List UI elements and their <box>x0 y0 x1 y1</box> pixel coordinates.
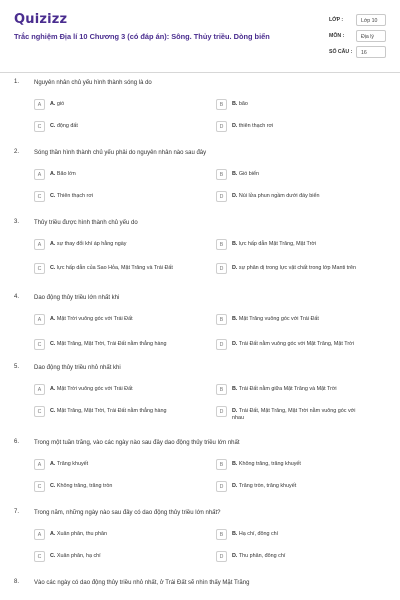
answer-option-d[interactable] <box>216 339 366 355</box>
answer-option-a[interactable] <box>34 459 184 475</box>
answer-option-d[interactable] <box>216 191 366 207</box>
question-number: 4. <box>14 294 20 300</box>
option-text: C. lực hấp dẫn của Sao Hỏa, Mặt Trăng và Trái Đất <box>50 265 173 271</box>
meta-count-value: 16 <box>356 46 386 58</box>
option-text: A. Bão lớn <box>50 171 76 177</box>
option-letter-box: B <box>216 529 227 540</box>
answer-option-b[interactable] <box>216 169 366 185</box>
answer-option-c[interactable] <box>34 481 184 497</box>
option-letter-box: C <box>34 263 45 274</box>
option-letter-box: B <box>216 99 227 110</box>
question-text: Sóng thần hình thành chủ yếu phải do nguyên nhân nào sau đây <box>34 150 207 156</box>
answer-option-c[interactable] <box>34 263 184 279</box>
question-text: Dao động thủy triều lớn nhất khi <box>34 295 120 301</box>
document-header <box>0 0 400 72</box>
option-letter-box: A <box>34 459 45 470</box>
answer-option-c[interactable] <box>34 191 184 207</box>
option-letter-box: C <box>34 481 45 492</box>
quiz-meta <box>326 14 386 62</box>
option-letter-box: C <box>34 121 45 132</box>
option-text: D. sự phân dị trong lực vật chất trong lớp Manti trên <box>232 265 357 271</box>
option-text: B. bão <box>232 101 248 107</box>
answer-option-c[interactable] <box>34 121 184 137</box>
option-letter-box: B <box>216 459 227 470</box>
option-letter-box: A <box>34 529 45 540</box>
option-text: B. Không trăng, trăng khuyết <box>232 461 301 467</box>
question-number: 6. <box>14 439 20 445</box>
option-text: C. động đất <box>50 123 78 129</box>
option-letter-box: D <box>216 406 227 417</box>
option-letter-box: B <box>216 239 227 250</box>
option-text: A. sự thay đổi khí áp hằng ngày <box>50 241 127 247</box>
answer-option-d[interactable] <box>216 551 366 567</box>
answer-option-b[interactable] <box>216 314 366 330</box>
meta-subject <box>326 30 386 46</box>
meta-grade-label: LỚP : <box>329 17 344 23</box>
option-text: D. thiên thạch rơi <box>232 123 274 129</box>
option-letter-box: A <box>34 384 45 395</box>
option-text: D. Trái Đất nằm vuông góc với Mặt Trăng, Mặt Trời <box>232 341 354 347</box>
question-number: 1. <box>14 79 20 85</box>
answer-option-a[interactable] <box>34 384 184 400</box>
option-letter-box: A <box>34 99 45 110</box>
question-number: 8. <box>14 579 20 585</box>
question-number: 2. <box>14 149 20 155</box>
answer-option-b[interactable] <box>216 99 366 115</box>
meta-grade <box>326 14 386 30</box>
meta-grade-value: Lớp 10 <box>356 14 386 26</box>
answer-option-b[interactable] <box>216 459 366 475</box>
option-text: A. Xuân phân, thu phân <box>50 531 107 537</box>
answer-option-a[interactable] <box>34 529 184 545</box>
meta-count-label: SỐ CÂU : <box>329 49 353 55</box>
option-letter-box: A <box>34 169 45 180</box>
question-text: Vào các ngày có dao động thủy triều nhỏ nhất, ở Trái Đất sẽ nhìn thấy Mặt Trăng <box>34 580 250 586</box>
option-letter-box: B <box>216 169 227 180</box>
question-text: Thủy triều được hình thành chủ yếu do <box>34 220 138 226</box>
option-letter-box: A <box>34 314 45 325</box>
option-letter-box: D <box>216 339 227 350</box>
option-text: B. Hạ chí, đông chí <box>232 531 279 537</box>
option-text: D. Núi lửa phun ngầm dưới đáy biển <box>232 193 320 199</box>
option-text: B. Mặt Trăng vuông góc với Trái Đất <box>232 316 319 322</box>
option-text: C. Thiên thạch rơi <box>50 193 94 199</box>
question-text: Dao động thủy triều nhỏ nhất khi <box>34 365 121 371</box>
answer-option-d[interactable] <box>216 481 366 497</box>
option-letter-box: D <box>216 191 227 202</box>
option-letter-box: C <box>34 339 45 350</box>
option-text: C. Xuân phân, hạ chí <box>50 553 101 559</box>
answer-option-a[interactable] <box>34 239 184 255</box>
option-text: D. Thu phân, đông chí <box>232 553 286 559</box>
meta-subject-value: Địa lý <box>356 30 386 42</box>
option-text: A. Trăng khuyết <box>50 461 89 467</box>
option-text: B. Trái Đất nằm giữa Mặt Trăng và Mặt Trời <box>232 386 337 392</box>
option-letter-box: B <box>216 314 227 325</box>
answer-option-d[interactable] <box>216 406 366 422</box>
option-text: C. Mặt Trăng, Mặt Trời, Trái Đất nằm thẳng hàng <box>50 408 167 414</box>
answer-option-c[interactable] <box>34 339 184 355</box>
answer-option-c[interactable] <box>34 551 184 567</box>
answer-option-b[interactable] <box>216 239 366 255</box>
answer-option-c[interactable] <box>34 406 184 422</box>
answer-option-a[interactable] <box>34 169 184 185</box>
option-letter-box: D <box>216 263 227 274</box>
option-text: A. Mặt Trời vuông góc với Trái Đất <box>50 316 133 322</box>
answer-option-b[interactable] <box>216 529 366 545</box>
answer-option-d[interactable] <box>216 121 366 137</box>
option-text: D. Trăng tròn, trăng khuyết <box>232 483 297 489</box>
option-text: C. Mặt Trăng, Mặt Trời, Trái Đất nằm thẳng hàng <box>50 341 167 347</box>
option-letter-box: C <box>34 191 45 202</box>
question-text: Trong năm, những ngày nào sau đây có dao động thủy triều lớn nhất? <box>34 510 221 516</box>
question-number: 7. <box>14 509 20 515</box>
option-letter-box: A <box>34 239 45 250</box>
question-number: 5. <box>14 364 20 370</box>
option-text: D. Trái Đất, Mặt Trăng, Mặt Trời nằm vuông góc với nhau <box>232 408 356 421</box>
option-letter-box: D <box>216 121 227 132</box>
option-text: C. Không trăng, trăng tròn <box>50 483 113 489</box>
meta-subject-label: MÔN : <box>329 33 345 39</box>
option-letter-box: B <box>216 384 227 395</box>
option-letter-box: C <box>34 406 45 417</box>
quizizz-logo: Quizizz <box>14 12 68 27</box>
option-letter-box: D <box>216 551 227 562</box>
header-divider <box>0 72 400 73</box>
answer-option-b[interactable] <box>216 384 366 400</box>
meta-count <box>326 46 386 62</box>
answer-option-a[interactable] <box>34 314 184 330</box>
option-letter-box: C <box>34 551 45 562</box>
option-letter-box: D <box>216 481 227 492</box>
answer-option-d[interactable] <box>216 263 366 279</box>
option-text: A. gió <box>50 101 65 107</box>
answer-option-a[interactable] <box>34 99 184 115</box>
option-text: B. Gió biển <box>232 171 259 177</box>
question-text: Nguyên nhân chủ yếu hình thành sóng là do <box>34 80 152 86</box>
option-text: A. Mặt Trời vuông góc với Trái Đất <box>50 386 133 392</box>
quiz-title: Trắc nghiệm Địa lí 10 Chương 3 (có đáp án): Sông. Thủy triều. Dòng biển <box>14 32 270 41</box>
option-text: B. lực hấp dẫn Mặt Trăng, Mặt Trời <box>232 241 317 247</box>
question-text: Trong một tuần trăng, vào các ngày nào sau đây dao động thủy triều lớn nhất <box>34 440 240 446</box>
question-number: 3. <box>14 219 20 225</box>
